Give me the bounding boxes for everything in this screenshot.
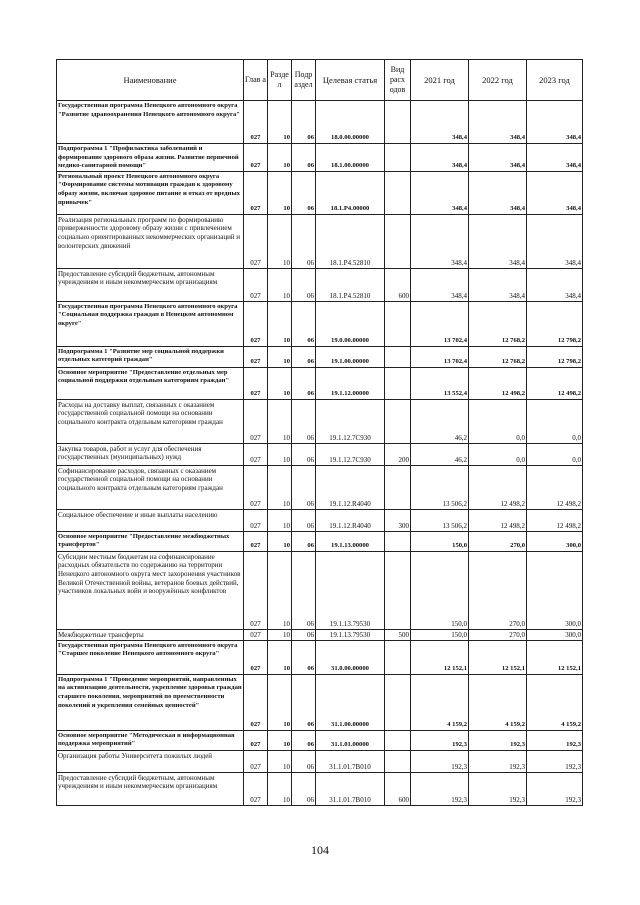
table-row xyxy=(57,531,583,551)
cell-podrazdel: 06 xyxy=(292,674,316,730)
table-row xyxy=(57,301,583,346)
cell-podrazdel: 06 xyxy=(292,144,316,172)
cell-podrazdel: 06 xyxy=(292,531,316,551)
cell-name: Социальное обеспечение и иные выплаты населению xyxy=(57,509,244,531)
cell-name: Организация работы Университета пожилых людей xyxy=(57,750,244,772)
cell-glava: 027 xyxy=(244,144,268,172)
table-row xyxy=(57,465,583,509)
cell-target-article: 18.1.00.00000 xyxy=(316,144,385,172)
cell-expense-type xyxy=(385,531,411,551)
cell-razdel: 10 xyxy=(268,346,292,367)
header-expense-type: Вид расх одов xyxy=(385,60,411,101)
cell-podrazdel: 06 xyxy=(292,443,316,465)
cell-2021: 4 159,2 xyxy=(411,674,469,730)
cell-2022: 348,4 xyxy=(469,268,527,301)
cell-2022: 12 498,2 xyxy=(469,465,527,509)
cell-expense-type xyxy=(385,551,411,629)
cell-target-article: 31.1.00.00000 xyxy=(316,674,385,730)
cell-glava: 027 xyxy=(244,301,268,346)
cell-target-article: 18.1.P4.52810 xyxy=(316,214,385,268)
cell-expense-type xyxy=(385,346,411,367)
cell-target-article: 19.1.00.00000 xyxy=(316,346,385,367)
cell-razdel: 10 xyxy=(268,674,292,730)
cell-2023: 300,0 xyxy=(527,531,583,551)
cell-target-article: 19.1.12.7C930 xyxy=(316,443,385,465)
cell-name: Реализация региональных программ по формированию приверженности здоровому образу жизни с привлечением социально ориентированных некоммерческих организаций и волонтерских движений xyxy=(57,214,244,268)
cell-expense-type xyxy=(385,301,411,346)
cell-podrazdel: 06 xyxy=(292,367,316,399)
table-row xyxy=(57,346,583,367)
header-target-article: Целевая статья xyxy=(316,60,385,101)
cell-2023: 348,4 xyxy=(527,171,583,214)
cell-2021: 348,4 xyxy=(411,101,469,144)
header-razdel: Разде л xyxy=(268,60,292,101)
cell-glava: 027 xyxy=(244,730,268,750)
cell-glava: 027 xyxy=(244,171,268,214)
cell-2023: 12 798,2 xyxy=(527,346,583,367)
cell-name: Основное мероприятие "Методическая и информационная поддержка мероприятий" xyxy=(57,730,244,750)
table-row xyxy=(57,730,583,750)
cell-podrazdel: 06 xyxy=(292,772,316,805)
cell-razdel: 10 xyxy=(268,730,292,750)
table-row xyxy=(57,367,583,399)
table-header-row xyxy=(57,60,583,101)
cell-2022: 348,4 xyxy=(469,101,527,144)
cell-glava: 027 xyxy=(244,674,268,730)
cell-target-article: 19.1.12.7C930 xyxy=(316,399,385,443)
cell-target-article: 18.1.P4.52810 xyxy=(316,268,385,301)
cell-expense-type xyxy=(385,101,411,144)
cell-2022: 12 498,2 xyxy=(469,509,527,531)
cell-razdel: 10 xyxy=(268,772,292,805)
cell-razdel: 10 xyxy=(268,101,292,144)
cell-glava: 027 xyxy=(244,101,268,144)
cell-glava: 027 xyxy=(244,268,268,301)
cell-target-article: 18.0.00.00000 xyxy=(316,101,385,144)
cell-podrazdel: 06 xyxy=(292,730,316,750)
cell-glava: 027 xyxy=(244,531,268,551)
header-podrazdel: Подр аздел xyxy=(292,60,316,101)
cell-2022: 192,3 xyxy=(469,750,527,772)
cell-razdel: 10 xyxy=(268,399,292,443)
cell-target-article: 31.1.01.7B010 xyxy=(316,750,385,772)
cell-2022: 192,3 xyxy=(469,772,527,805)
cell-podrazdel: 06 xyxy=(292,268,316,301)
cell-glava: 027 xyxy=(244,443,268,465)
cell-name: Подпрограмма 1 "Профилактика заболеваний и формирование здорового образа жизни. Развитие первичной медико-санитарной помощи" xyxy=(57,144,244,172)
cell-podrazdel: 06 xyxy=(292,171,316,214)
cell-2023: 348,4 xyxy=(527,214,583,268)
cell-2022: 348,4 xyxy=(469,144,527,172)
table-row xyxy=(57,674,583,730)
cell-2021: 192,3 xyxy=(411,750,469,772)
table-row xyxy=(57,443,583,465)
table-row xyxy=(57,214,583,268)
cell-glava: 027 xyxy=(244,399,268,443)
cell-name: Предоставление субсидий бюджетным, автономным учреждениям и иным некоммерческим организациям xyxy=(57,772,244,805)
cell-2021: 13 702,4 xyxy=(411,301,469,346)
cell-podrazdel: 06 xyxy=(292,750,316,772)
cell-podrazdel: 06 xyxy=(292,399,316,443)
cell-name: Государственная программа Ненецкого автономного округа "Старшее поколение Ненецкого автономного округа" xyxy=(57,640,244,674)
cell-razdel: 10 xyxy=(268,268,292,301)
cell-podrazdel: 06 xyxy=(292,551,316,629)
cell-2022: 192,3 xyxy=(469,730,527,750)
cell-name: Подпрограмма 1 "Проведение мероприятий, направленных на активизацию деятельности, укрепление здоровья граждан старшего поколения, мероприятий по преемственности поколений и укрепления семейных ценностей" xyxy=(57,674,244,730)
cell-glava: 027 xyxy=(244,367,268,399)
cell-2023: 12 498,2 xyxy=(527,465,583,509)
table-row xyxy=(57,509,583,531)
cell-glava: 027 xyxy=(244,551,268,629)
cell-name: Софинансирование расходов, связанных с оказанием государственной социальной помощи на основании социального контракта отдельным категориям граждан xyxy=(57,465,244,509)
table-row xyxy=(57,640,583,674)
cell-glava: 027 xyxy=(244,750,268,772)
cell-target-article: 19.1.12.R4040 xyxy=(316,509,385,531)
cell-2021: 348,4 xyxy=(411,214,469,268)
cell-glava: 027 xyxy=(244,346,268,367)
table-row xyxy=(57,399,583,443)
cell-razdel: 10 xyxy=(268,214,292,268)
cell-expense-type xyxy=(385,399,411,443)
cell-2023: 348,4 xyxy=(527,101,583,144)
cell-2023: 12 498,2 xyxy=(527,509,583,531)
cell-name: Подпрограмма 1 "Развитие мер социальной поддержки отдельных категорий граждан" xyxy=(57,346,244,367)
cell-2021: 150,0 xyxy=(411,551,469,629)
cell-podrazdel: 06 xyxy=(292,640,316,674)
cell-2023: 12 798,2 xyxy=(527,301,583,346)
cell-name: Основное мероприятие "Предоставление межбюджетных трансфертов" xyxy=(57,531,244,551)
cell-2023: 192,3 xyxy=(527,772,583,805)
cell-target-article: 19.1.12.00000 xyxy=(316,367,385,399)
cell-expense-type xyxy=(385,730,411,750)
table-row xyxy=(57,144,583,172)
cell-2021: 13 506,2 xyxy=(411,509,469,531)
cell-2023: 12 498,2 xyxy=(527,367,583,399)
cell-name: Предоставление субсидий бюджетным, автономным учреждениям и иным некоммерческим организациям xyxy=(57,268,244,301)
cell-2021: 13 702,4 xyxy=(411,346,469,367)
cell-name: Расходы на доставку выплат, связанных с оказанием государственной социальной помощи на основании социального контракта отдельным категориям граждан xyxy=(57,399,244,443)
cell-razdel: 10 xyxy=(268,531,292,551)
cell-2022: 270,0 xyxy=(469,629,527,640)
cell-podrazdel: 06 xyxy=(292,101,316,144)
cell-razdel: 10 xyxy=(268,443,292,465)
cell-expense-type xyxy=(385,214,411,268)
cell-2021: 46,2 xyxy=(411,443,469,465)
cell-expense-type: 300 xyxy=(385,509,411,531)
header-glava: Глав а xyxy=(244,60,268,101)
cell-razdel: 10 xyxy=(268,509,292,531)
cell-2023: 12 152,1 xyxy=(527,640,583,674)
cell-2023: 0,0 xyxy=(527,399,583,443)
cell-2021: 13 506,2 xyxy=(411,465,469,509)
table-row xyxy=(57,750,583,772)
cell-name: Основное мероприятие "Предоставление отдельных мер социальной поддержки отдельным категориям граждан" xyxy=(57,367,244,399)
cell-2021: 46,2 xyxy=(411,399,469,443)
header-2022: 2022 год xyxy=(469,60,527,101)
cell-2022: 348,4 xyxy=(469,171,527,214)
cell-name: Межбюджетные трансферты xyxy=(57,629,244,640)
cell-razdel: 10 xyxy=(268,171,292,214)
cell-razdel: 10 xyxy=(268,750,292,772)
cell-2021: 348,4 xyxy=(411,144,469,172)
cell-name: Государственная программа Ненецкого автономного округа "Развитие здравоохранения Ненецкого автономного округа" xyxy=(57,101,244,144)
cell-glava: 027 xyxy=(244,214,268,268)
cell-razdel: 10 xyxy=(268,465,292,509)
page-number: 104 xyxy=(311,843,329,857)
cell-2022: 270,0 xyxy=(469,531,527,551)
cell-2023: 0,0 xyxy=(527,443,583,465)
cell-name: Субсидии местным бюджетам на софинансирование расходных обязательств по содержанию на территории Ненецкого автономного округа мест захоронения участников Великой Отечественной войны, ветеранов боевых действий, участников локальных войн и вооружённых конфликтов xyxy=(57,551,244,629)
cell-2022: 12 768,2 xyxy=(469,346,527,367)
cell-2021: 192,3 xyxy=(411,772,469,805)
cell-glava: 027 xyxy=(244,509,268,531)
cell-razdel: 10 xyxy=(268,629,292,640)
cell-razdel: 10 xyxy=(268,144,292,172)
cell-2023: 300,0 xyxy=(527,629,583,640)
table-body xyxy=(57,101,583,806)
cell-2022: 4 159,2 xyxy=(469,674,527,730)
cell-2021: 348,4 xyxy=(411,268,469,301)
cell-expense-type xyxy=(385,144,411,172)
header-2023: 2023 год xyxy=(527,60,583,101)
cell-expense-type xyxy=(385,367,411,399)
header-name: Наименование xyxy=(57,60,244,101)
cell-razdel: 10 xyxy=(268,367,292,399)
cell-2023: 192,3 xyxy=(527,750,583,772)
cell-expense-type: 500 xyxy=(385,629,411,640)
cell-target-article: 31.1.01.00000 xyxy=(316,730,385,750)
cell-glava: 027 xyxy=(244,465,268,509)
table-row xyxy=(57,268,583,301)
cell-glava: 027 xyxy=(244,629,268,640)
header-2021: 2021 год xyxy=(411,60,469,101)
cell-glava: 027 xyxy=(244,772,268,805)
cell-name: Региональный проект Ненецкого автономного округа "Формирование системы мотивации граждан к здоровому образу жизни, включая здоровое питание и отказ от вредных привычек" xyxy=(57,171,244,214)
cell-2021: 150,0 xyxy=(411,629,469,640)
cell-target-article: 31.1.01.7B010 xyxy=(316,772,385,805)
budget-table xyxy=(56,59,583,806)
cell-podrazdel: 06 xyxy=(292,301,316,346)
table-row xyxy=(57,101,583,144)
cell-2022: 348,4 xyxy=(469,214,527,268)
cell-2022: 12 498,2 xyxy=(469,367,527,399)
cell-podrazdel: 06 xyxy=(292,346,316,367)
cell-2022: 0,0 xyxy=(469,443,527,465)
cell-expense-type xyxy=(385,750,411,772)
table-row xyxy=(57,171,583,214)
cell-target-article: 31.0.00.00000 xyxy=(316,640,385,674)
cell-expense-type xyxy=(385,465,411,509)
cell-target-article: 18.1.P4.00000 xyxy=(316,171,385,214)
cell-target-article: 19.1.13.00000 xyxy=(316,531,385,551)
cell-2022: 12 768,2 xyxy=(469,301,527,346)
cell-target-article: 19.1.13.79530 xyxy=(316,551,385,629)
cell-2022: 270,0 xyxy=(469,551,527,629)
cell-2022: 0,0 xyxy=(469,399,527,443)
cell-2023: 348,4 xyxy=(527,144,583,172)
cell-2021: 12 152,1 xyxy=(411,640,469,674)
cell-expense-type: 600 xyxy=(385,772,411,805)
cell-name: Закупка товаров, работ и услуг для обеспечения государственных (муниципальных) нужд xyxy=(57,443,244,465)
cell-expense-type xyxy=(385,674,411,730)
cell-name: Государственная программа Ненецкого автономного округа "Социальная поддержка граждан в Ненецком автономном округе" xyxy=(57,301,244,346)
cell-2023: 4 159,2 xyxy=(527,674,583,730)
cell-expense-type: 200 xyxy=(385,443,411,465)
cell-podrazdel: 06 xyxy=(292,629,316,640)
cell-expense-type xyxy=(385,640,411,674)
cell-2023: 300,0 xyxy=(527,551,583,629)
cell-podrazdel: 06 xyxy=(292,509,316,531)
cell-2021: 348,4 xyxy=(411,171,469,214)
cell-glava: 027 xyxy=(244,640,268,674)
cell-target-article: 19.1.12.R4040 xyxy=(316,465,385,509)
cell-podrazdel: 06 xyxy=(292,214,316,268)
cell-razdel: 10 xyxy=(268,301,292,346)
cell-2021: 192,3 xyxy=(411,730,469,750)
cell-2023: 192,3 xyxy=(527,730,583,750)
table-row xyxy=(57,551,583,629)
table-row xyxy=(57,629,583,640)
table-row xyxy=(57,772,583,805)
cell-2021: 13 552,4 xyxy=(411,367,469,399)
cell-2021: 150,0 xyxy=(411,531,469,551)
cell-razdel: 10 xyxy=(268,640,292,674)
cell-razdel: 10 xyxy=(268,551,292,629)
cell-podrazdel: 06 xyxy=(292,465,316,509)
cell-target-article: 19.0.00.00000 xyxy=(316,301,385,346)
cell-2023: 348,4 xyxy=(527,268,583,301)
cell-expense-type: 600 xyxy=(385,268,411,301)
cell-target-article: 19.1.13.79530 xyxy=(316,629,385,640)
cell-2022: 12 152,1 xyxy=(469,640,527,674)
cell-expense-type xyxy=(385,171,411,214)
